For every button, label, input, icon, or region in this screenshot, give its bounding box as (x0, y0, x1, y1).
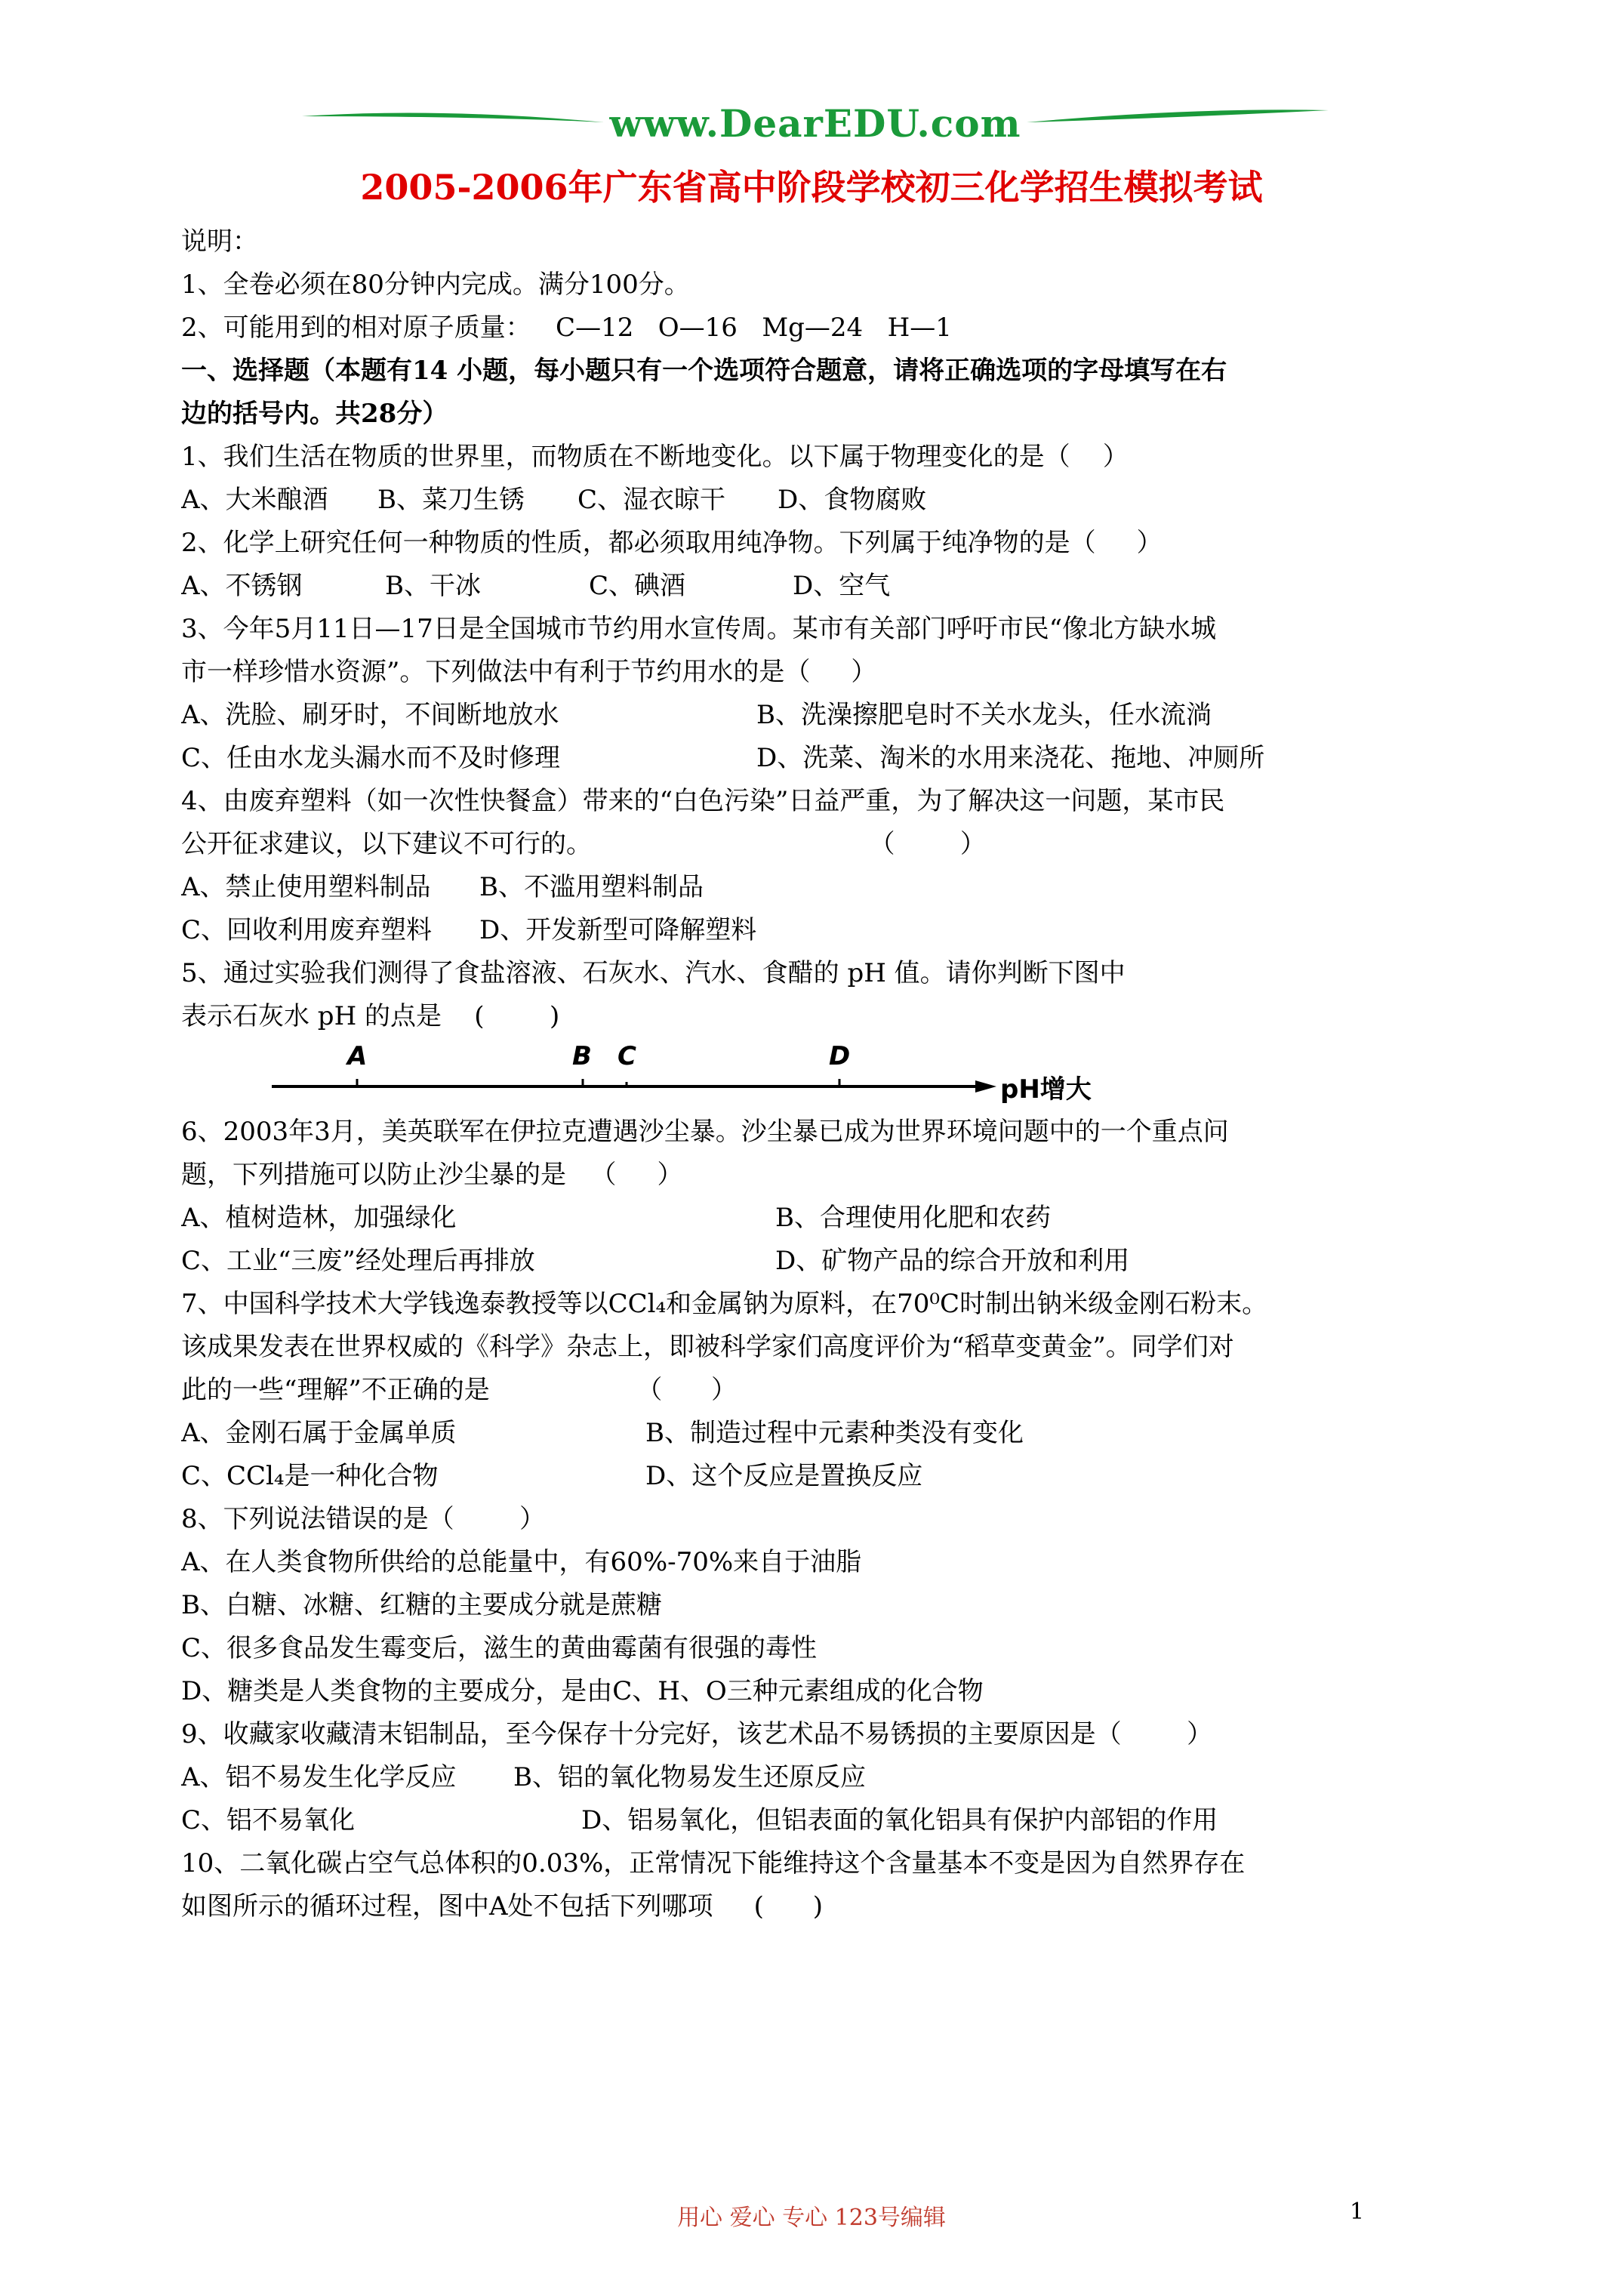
question-6-options-cd (181, 1240, 1412, 1283)
section-heading-line2: 边的括号内。共28分） (181, 399, 448, 429)
question-10-stem-line2: 如图所示的循环过程，图中A处不包括下列哪项 ( ) (181, 1891, 823, 1922)
question-1-stem: 1、我们生活在物质的世界里，而物质在不断地变化。以下属于物理变化的是（ ） (181, 442, 1129, 472)
section-heading-line1: 一、选择题（本题有14 小题，每小题只有一个选项符合题意，请将正确选项的字母填写在右 (181, 356, 1227, 386)
q8-option-a: A、在人类食物所供给的总能量中，有60%-70%来自于油脂 (181, 1547, 862, 1577)
question-6-stem-line2: 题，下列措施可以防止沙尘暴的是 （ ） (181, 1160, 683, 1190)
q4-option-c: C、回收利用废弃塑料 (181, 915, 433, 945)
notes-heading: 说明： (181, 227, 258, 257)
question-7-options-cd (181, 1455, 1412, 1498)
ph-point-a: A (347, 1041, 368, 1071)
page-title: 2005-2006年广东省高中阶段学校初三化学招生模拟考试 (360, 167, 1263, 208)
q6-option-c: C、工业“三废”经处理后再排放 (181, 1246, 535, 1276)
q3-option-d: D、洗菜、淘米的水用来浇花、拖地、冲厕所 (756, 743, 1265, 773)
q6-option-d: D、矿物产品的综合开放和利用 (775, 1246, 1130, 1276)
question-2-options (181, 565, 1412, 608)
ph-point-c: C (617, 1041, 636, 1071)
question-5-stem-line1: 5、通过实验我们测得了食盐溶液、石灰水、汽水、食醋的 pH 值。请你判断下图中 (181, 958, 1126, 988)
question-4-stem-line1: 4、由废弃塑料（如一次性快餐盒）带来的“白色污染”日益严重，为了解决这一问题，某市民 (181, 786, 1225, 816)
q7-option-b: B、制造过程中元素种类没有变化 (645, 1418, 1024, 1448)
q6-option-b: B、合理使用化肥和农药 (775, 1203, 1051, 1233)
q7-option-d: D、这个反应是置换反应 (645, 1461, 923, 1491)
footer-text: 用心 爱心 专心 123号编辑 (677, 2205, 946, 2231)
q4-option-b: B、不滥用塑料制品 (479, 872, 704, 902)
q4-option-d: D、开发新型可降解塑料 (479, 915, 757, 945)
q8-option-d: D、糖类是人类食物的主要成分，是由C、H、O三种元素组成的化合物 (181, 1676, 984, 1706)
question-4-options-cd (181, 909, 1412, 952)
q2-option-c: C、碘酒 (589, 571, 686, 601)
question-7-stem-line3: 此的一些“理解”不正确的是 （ ） (181, 1375, 738, 1405)
q7-option-a: A、金刚石属于金属单质 (181, 1418, 457, 1448)
q8-option-b: B、白糖、冰糖、红糖的主要成分就是蔗糖 (181, 1590, 662, 1620)
question-6-options-ab (181, 1197, 1412, 1240)
q9-option-d: D、铝易氧化，但铝表面的氧化铝具有保护内部铝的作用 (581, 1805, 1218, 1835)
ph-point-b: B (572, 1041, 592, 1071)
q1-option-d: D、食物腐败 (778, 485, 927, 515)
q4-option-a: A、禁止使用塑料制品 (181, 872, 431, 902)
q3-option-b: B、洗澡擦肥皂时不关水龙头，任水流淌 (756, 700, 1212, 730)
question-9-options-cd (181, 1799, 1412, 1842)
ph-point-d: D (829, 1041, 851, 1071)
page-number: 1 (1350, 2199, 1365, 2225)
ph-number-line (181, 1038, 1412, 1111)
site-banner (302, 100, 1329, 153)
question-3-stem-line1: 3、今年5月11日—17日是全国城市节约用水宣传周。某市有关部门呼吁市民“像北方缺水城 (181, 614, 1217, 644)
exam-body (181, 220, 1412, 1928)
q2-option-a: A、不锈钢 (181, 571, 303, 601)
q7-option-c: C、CCl₄是一种化合物 (181, 1461, 439, 1491)
question-8-stem: 8、下列说法错误的是（ ） (181, 1504, 546, 1534)
question-7-options-ab (181, 1412, 1412, 1455)
question-4-stem-line2: 公开征求建议，以下建议不可行的。 （ ） (181, 829, 986, 859)
q1-option-b: B、菜刀生锈 (377, 485, 525, 515)
q3-option-a: A、洗脸、刷牙时，不间断地放水 (181, 700, 559, 730)
question-2-stem: 2、化学上研究任何一种物质的性质，都必须取用纯净物。下列属于纯净物的是（ ） (181, 528, 1163, 558)
question-1-options (181, 479, 1412, 522)
q9-option-a: A、铝不易发生化学反应 (181, 1762, 457, 1792)
q9-option-c: C、铝不易氧化 (181, 1805, 356, 1835)
question-10-stem-line1: 10、二氧化碳占空气总体积的0.03%，正常情况下能维持这个含量基本不变是因为自然界存在 (181, 1848, 1246, 1878)
question-5-stem-line2: 表示石灰水 pH 的点是 ( ) (181, 1001, 560, 1031)
note-2: 2、可能用到的相对原子质量： C—12 O—16 Mg—24 H—1 (181, 313, 952, 343)
banner-site-name: www.DearEDU.com (609, 101, 1021, 146)
question-9-options-ab (181, 1756, 1412, 1799)
question-6-stem-line1: 6、2003年3月，美英联军在伊拉克遭遇沙尘暴。沙尘暴已成为世界环境问题中的一个重点问 (181, 1117, 1229, 1147)
note-1: 1、全卷必须在80分钟内完成。满分100分。 (181, 270, 690, 300)
q2-option-b: B、干冰 (385, 571, 481, 601)
question-9-stem: 9、收藏家收藏清末铝制品，至今保存十分完好，该艺术品不易锈损的主要原因是（ ） (181, 1719, 1213, 1749)
q1-option-a: A、大米酿酒 (181, 485, 328, 515)
question-4-options-ab (181, 866, 1412, 909)
question-3-stem-line2: 市一样珍惜水资源”。下列做法中有利于节约用水的是（ ） (181, 657, 877, 687)
q8-option-c: C、很多食品发生霉变后，滋生的黄曲霉菌有很强的毒性 (181, 1633, 818, 1663)
q1-option-c: C、湿衣晾干 (577, 485, 726, 515)
question-3-options-cd (181, 737, 1412, 780)
q6-option-a: A、植树造林，加强绿化 (181, 1203, 457, 1233)
ph-axis-label: pH增大 (1000, 1074, 1092, 1105)
q9-option-b: B、铝的氧化物易发生还原反应 (513, 1762, 866, 1792)
q2-option-d: D、空气 (793, 571, 891, 601)
question-7-stem-line1: 7、中国科学技术大学钱逸泰教授等以CCl₄和金属钠为原料，在70⁰C时制出钠米级金刚石粉末。 (181, 1289, 1268, 1319)
q3-option-c: C、任由水龙头漏水而不及时修理 (181, 743, 561, 773)
question-3-options-ab (181, 694, 1412, 737)
question-7-stem-line2: 该成果发表在世界权威的《科学》杂志上，即被科学家们高度评价为“稻草变黄金”。同学们对 (181, 1332, 1234, 1362)
